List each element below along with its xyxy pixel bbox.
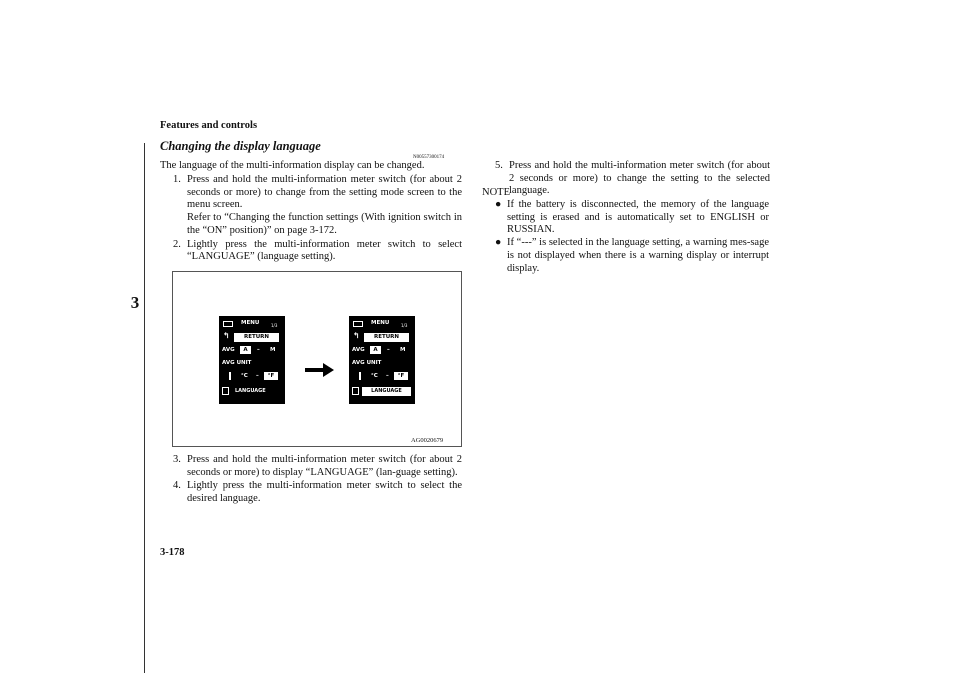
avg-a-option: A xyxy=(240,346,251,354)
celsius-option: °C xyxy=(371,373,378,379)
chapter-tab-mark: 3 xyxy=(130,293,140,312)
step-number: 3. xyxy=(173,454,181,465)
step-subtext: Refer to “Changing the function settings (With ignition switch in the “ON” position)” on page 3-172. xyxy=(187,212,462,236)
step-item xyxy=(160,480,462,505)
step-number: 1. xyxy=(173,174,181,185)
page-number: 3-178 xyxy=(160,547,185,558)
step-item xyxy=(160,239,462,264)
step-number: 4. xyxy=(173,480,181,492)
step-item xyxy=(160,454,462,479)
avg-separator: – xyxy=(387,347,390,353)
thermometer-icon xyxy=(229,372,231,380)
fahrenheit-option: °F xyxy=(394,372,408,380)
note-text: If the battery is disconnected, the memory of the language setting is erased and is automatically set to ENGLISH or RUSSIAN. xyxy=(507,199,769,236)
temp-separator: – xyxy=(256,373,259,379)
avg-unit-label: AVG UNIT xyxy=(352,360,382,366)
step-text: Lightly press the multi-information meter switch to select “LANGUAGE” (language setting). xyxy=(187,238,462,263)
figure-code: AG0020679 xyxy=(411,437,444,444)
intro-paragraph: The language of the multi-information display can be changed. xyxy=(160,160,425,171)
menu-label: MENU xyxy=(371,320,390,326)
temp-separator: – xyxy=(386,373,389,379)
step-text: Press and hold the multi-information meter switch (for about 2 seconds or more) to change from the setting mode screen to the menu screen. xyxy=(187,174,462,211)
menu-panel-after xyxy=(349,316,415,404)
steps-list-b xyxy=(160,454,462,507)
return-arrow-icon: ↰ xyxy=(223,331,230,340)
right-arrow-icon xyxy=(305,362,335,378)
step-item xyxy=(160,174,462,238)
note-heading: NOTE xyxy=(482,187,510,198)
return-arrow-icon: ↰ xyxy=(353,331,360,340)
step-text: Press and hold the multi-information meter switch (for about 2 seconds or more) to display “LANGUAGE” (lan-guage setting). xyxy=(187,454,462,478)
section-title: Changing the display language xyxy=(160,139,321,153)
language-icon xyxy=(222,387,229,395)
toolbox-icon xyxy=(353,321,363,327)
page-indicator: 1/3 xyxy=(401,323,408,328)
menu-panel-before xyxy=(219,316,285,404)
chapter-tab-divider xyxy=(144,143,145,673)
avg-m-option: M xyxy=(400,347,406,353)
avg-unit-label: AVG UNIT xyxy=(222,360,252,366)
note-item xyxy=(495,199,769,237)
avg-m-option: M xyxy=(270,347,276,353)
avg-label: AVG xyxy=(352,347,365,353)
note-text: If “---” is selected in the language setting, a warning mes-sage is not displayed when there is a warning display or interrupt display. xyxy=(507,237,769,274)
step-number: 5. xyxy=(495,160,503,171)
fahrenheit-option: °F xyxy=(264,372,278,380)
bullet-icon: ● xyxy=(495,199,502,210)
note-item xyxy=(495,237,769,275)
display-illustration xyxy=(172,271,462,447)
page-indicator: 1/3 xyxy=(271,323,278,328)
step-text: Press and hold the multi-information meter switch (for about 2 seconds or more) to change the setting to the selected language. xyxy=(509,160,770,197)
avg-label: AVG xyxy=(222,347,235,353)
avg-separator: – xyxy=(257,347,260,353)
running-header: Features and controls xyxy=(160,120,258,131)
avg-a-option: A xyxy=(370,346,381,354)
return-label: RETURN xyxy=(234,333,279,342)
language-icon xyxy=(352,387,359,395)
step-item xyxy=(482,160,770,198)
bullet-icon: ● xyxy=(495,237,502,249)
section-code: N00557300174 xyxy=(413,155,445,160)
note-list xyxy=(495,199,769,275)
menu-label: MENU xyxy=(241,320,260,326)
steps-list-a xyxy=(160,174,462,265)
language-label-highlighted: LANGUAGE xyxy=(362,387,411,396)
step-text: Lightly press the multi-information meter switch to select the desired language. xyxy=(187,480,462,505)
steps-list-c xyxy=(482,160,770,199)
language-label: LANGUAGE xyxy=(235,388,266,394)
thermometer-icon xyxy=(359,372,361,380)
return-label: RETURN xyxy=(364,333,409,342)
step-number: 2. xyxy=(173,238,181,250)
toolbox-icon xyxy=(223,321,233,327)
celsius-option: °C xyxy=(241,373,248,379)
